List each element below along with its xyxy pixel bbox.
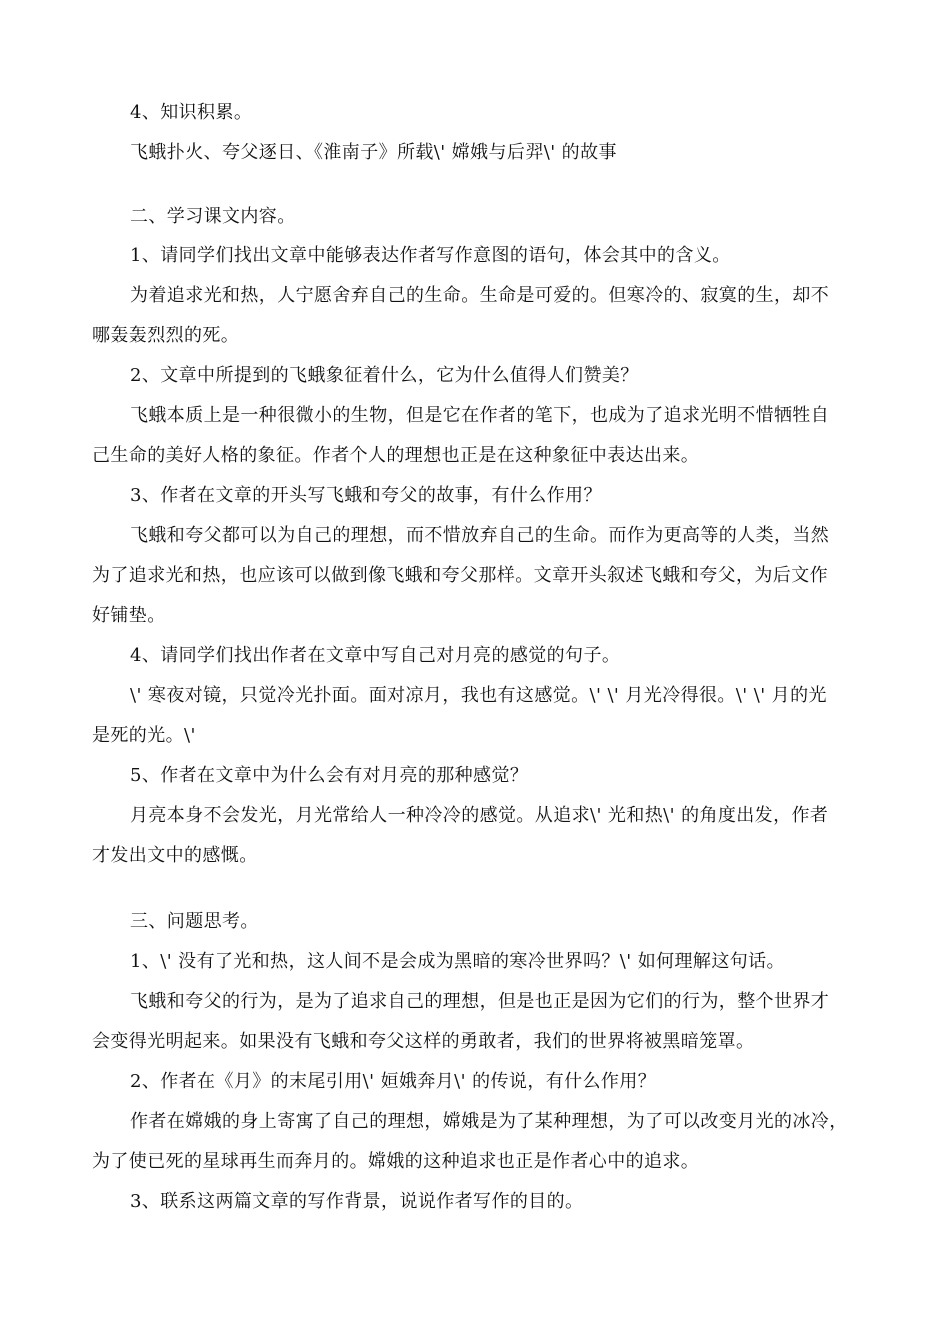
section-2-question-4: 4、请同学们找出作者在文章中写自己对月亮的感觉的句子。 — [130, 645, 621, 666]
section-2-answer-4-line-1: \' 寒夜对镜，只觉冷光扑面。面对凉月，我也有这感觉。\' \' 月光冷得很。\' \' 月的光 — [130, 685, 827, 706]
section-3-heading: 三、问题思考。 — [130, 911, 259, 932]
section-2-answer-3-line-2: 为了追求光和热，也应该可以做到像飞蛾和夸父那样。文章开头叙述飞蛾和夸父，为后文作 — [92, 565, 828, 586]
section-2-answer-1-line-1: 为着追求光和热，人宁愿舍弃自己的生命。生命是可爱的。但寒冷的、寂寞的生，却不 — [130, 285, 830, 306]
section-3-answer-1-line-2: 会变得光明起来。如果没有飞蛾和夸父这样的勇敢者，我们的世界将被黑暗笼罩。 — [92, 1031, 755, 1052]
section-3-answer-2-line-1: 作者在嫦娥的身上寄寓了自己的理想，嫦娥是为了某种理想，为了可以改变月光的冰冷， — [130, 1111, 848, 1132]
section-2-answer-4-line-2: 是死的光。\' — [92, 725, 196, 746]
section-2-answer-2-line-1: 飞蛾本质上是一种很微小的生物，但是它在作者的笔下，也成为了追求光明不惜牺牲自 — [130, 405, 830, 426]
section-2-question-3: 3、作者在文章的开头写飞蛾和夸父的故事，有什么作用？ — [130, 485, 602, 506]
item-4-heading: 4、知识积累。 — [130, 102, 253, 123]
section-3-question-1: 1、\' 没有了光和热，这人间不是会成为黑暗的寒冷世界吗？\' 如何理解这句话。 — [130, 951, 785, 972]
section-2-answer-2-line-2: 己生命的美好人格的象征。作者个人的理想也正是在这种象征中表达出来。 — [92, 445, 700, 466]
section-2-answer-1-line-2: 哪轰轰烈烈的死。 — [92, 325, 240, 346]
section-3-question-3: 3、联系这两篇文章的写作背景，说说作者写作的目的。 — [130, 1191, 584, 1212]
section-2-question-1: 1、请同学们找出文章中能够表达作者写作意图的语句，体会其中的含义。 — [130, 245, 731, 266]
section-3-answer-1-line-1: 飞蛾和夸父的行为，是为了追求自己的理想，但是也正是因为它们的行为，整个世界才 — [130, 991, 830, 1012]
section-3-answer-2-line-2: 为了使已死的星球再生而奔月的。嫦娥的这种追求也正是作者心中的追求。 — [92, 1151, 700, 1172]
section-2-answer-5-line-1: 月亮本身不会发光，月光常给人一种冷冷的感觉。从追求\' 光和热\' 的角度出发，作者 — [130, 805, 829, 826]
section-3-question-2: 2、作者在《月》的末尾引用\' 姮娥奔月\' 的传说，有什么作用？ — [130, 1071, 657, 1092]
section-2-answer-3-line-1: 飞蛾和夸父都可以为自己的理想，而不惜放弃自己的生命。而作为更高等的人类，当然 — [130, 525, 830, 546]
section-2-heading: 二、学习课文内容。 — [130, 206, 296, 227]
section-2-answer-5-line-2: 才发出文中的感慨。 — [92, 845, 258, 866]
section-2-question-5: 5、作者在文章中为什么会有对月亮的那种感觉？ — [130, 765, 529, 786]
item-4-body: 飞蛾扑火、夸父逐日、《淮南子》所载\' 嫦娥与后羿\' 的故事 — [130, 142, 617, 163]
section-2-answer-3-line-3: 好铺垫。 — [92, 605, 166, 626]
section-2-question-2: 2、文章中所提到的飞蛾象征着什么，它为什么值得人们赞美？ — [130, 365, 639, 386]
